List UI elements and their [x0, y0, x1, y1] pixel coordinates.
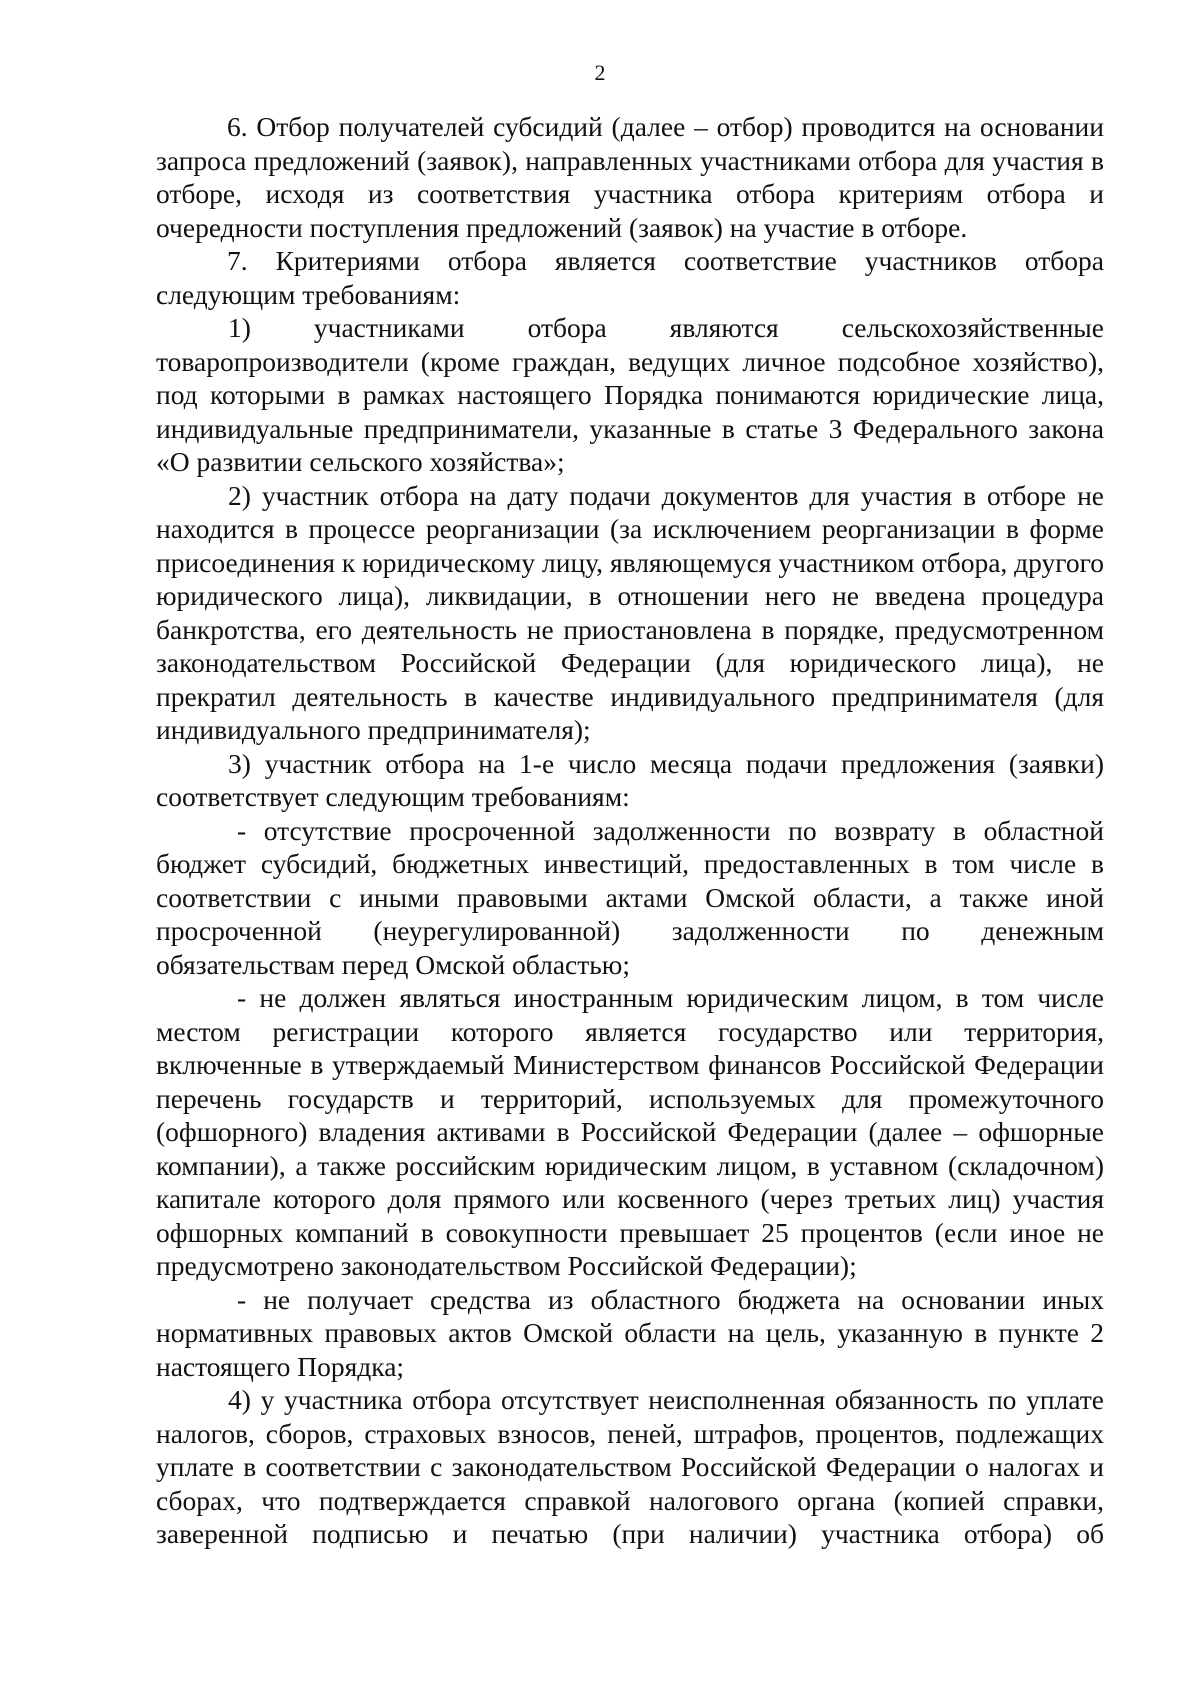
paragraph-6: 6. Отбор получателей субсидий (далее – отбор) проводится на основании запроса предложений (заявок), направленных участниками отбора для участия в отборе, исходя из соответствия участника отбора критериям отбора и очередности поступления предложений (заявок) на участие в отборе.	[156, 111, 1104, 243]
paragraph-7-item-4: 4) у участника отбора отсутствует неисполненная обязанность по уплате налогов, сборов, страховых взносов, пеней, штрафов, процентов, подлежащих уплате в соответствии с законодательством Российской Федерации о налогах и сборах, что подтверждается справкой налогового органа (копией справки, заверенной подписью и печатью (при наличии) участника отбора) об	[156, 1384, 1104, 1549]
paragraph-7-item-1: 1) участниками отбора являются сельскохозяйственные товаропроизводители (кроме граждан, ведущих личное подсобное хозяйство), под которыми в рамках настоящего Порядка понимаются юридические лица, индивидуальные предприниматели, указанные в статье 3 Федерального закона «О развитии сельского хозяйства»;	[156, 312, 1104, 477]
paragraph-7-item-3: 3) участник отбора на 1-е число месяца подачи предложения (заявки) соответствует следующим требованиям:	[156, 747, 1104, 812]
paragraph-7-item-3-bullet-2: - не должен являться иностранным юридическим лицом, в том числе местом регистрации которого является государство или территория, включенные в утверждаемый Министерством финансов Российской Федерации перечень государств и территорий, используемых для промежуточного (офшорного) владения активами в Российской Федерации (далее – офшорные компании), а также российским юридическим лицом, в уставном (складочном) капитале которого доля прямого или косвенного (через третьих лиц) участия офшорных компаний в совокупности превышает 25 процентов (если иное не предусмотрено законодательством Российской Федерации);	[156, 982, 1104, 1281]
page-number: 2	[594, 60, 606, 85]
paragraph-7-item-2: 2) участник отбора на дату подачи документов для участия в отборе не находится в процессе реорганизации (за исключением реорганизации в форме присоединения к юридическому лицу, являющемуся участником отбора, другого юридического лица), ликвидации, в отношении него не введена процедура банкротства, его деятельность не приостановлена в порядке, предусмотренном законодательством Российской Федерации (для юридического лица), не прекратил деятельность в качестве индивидуального предпринимателя (для индивидуального предпринимателя);	[156, 479, 1104, 745]
paragraph-7: 7. Критериями отбора является соответствие участников отбора следующим требованиям:	[156, 245, 1104, 310]
paragraph-7-item-3-bullet-3: - не получает средства из областного бюджета на основании иных нормативных правовых актов Омской области на цель, указанную в пункте 2 настоящего Порядка;	[156, 1283, 1104, 1382]
document-body	[156, 110, 1104, 1551]
paragraph-7-item-3-bullet-1: - отсутствие просроченной задолженности по возврату в областной бюджет субсидий, бюджетных инвестиций, предоставленных в том числе в соответствии с иными правовыми актами Омской области, а также иной просроченной (неурегулированной) задолженности по денежным обязательствам перед Омской областью;	[156, 814, 1104, 980]
